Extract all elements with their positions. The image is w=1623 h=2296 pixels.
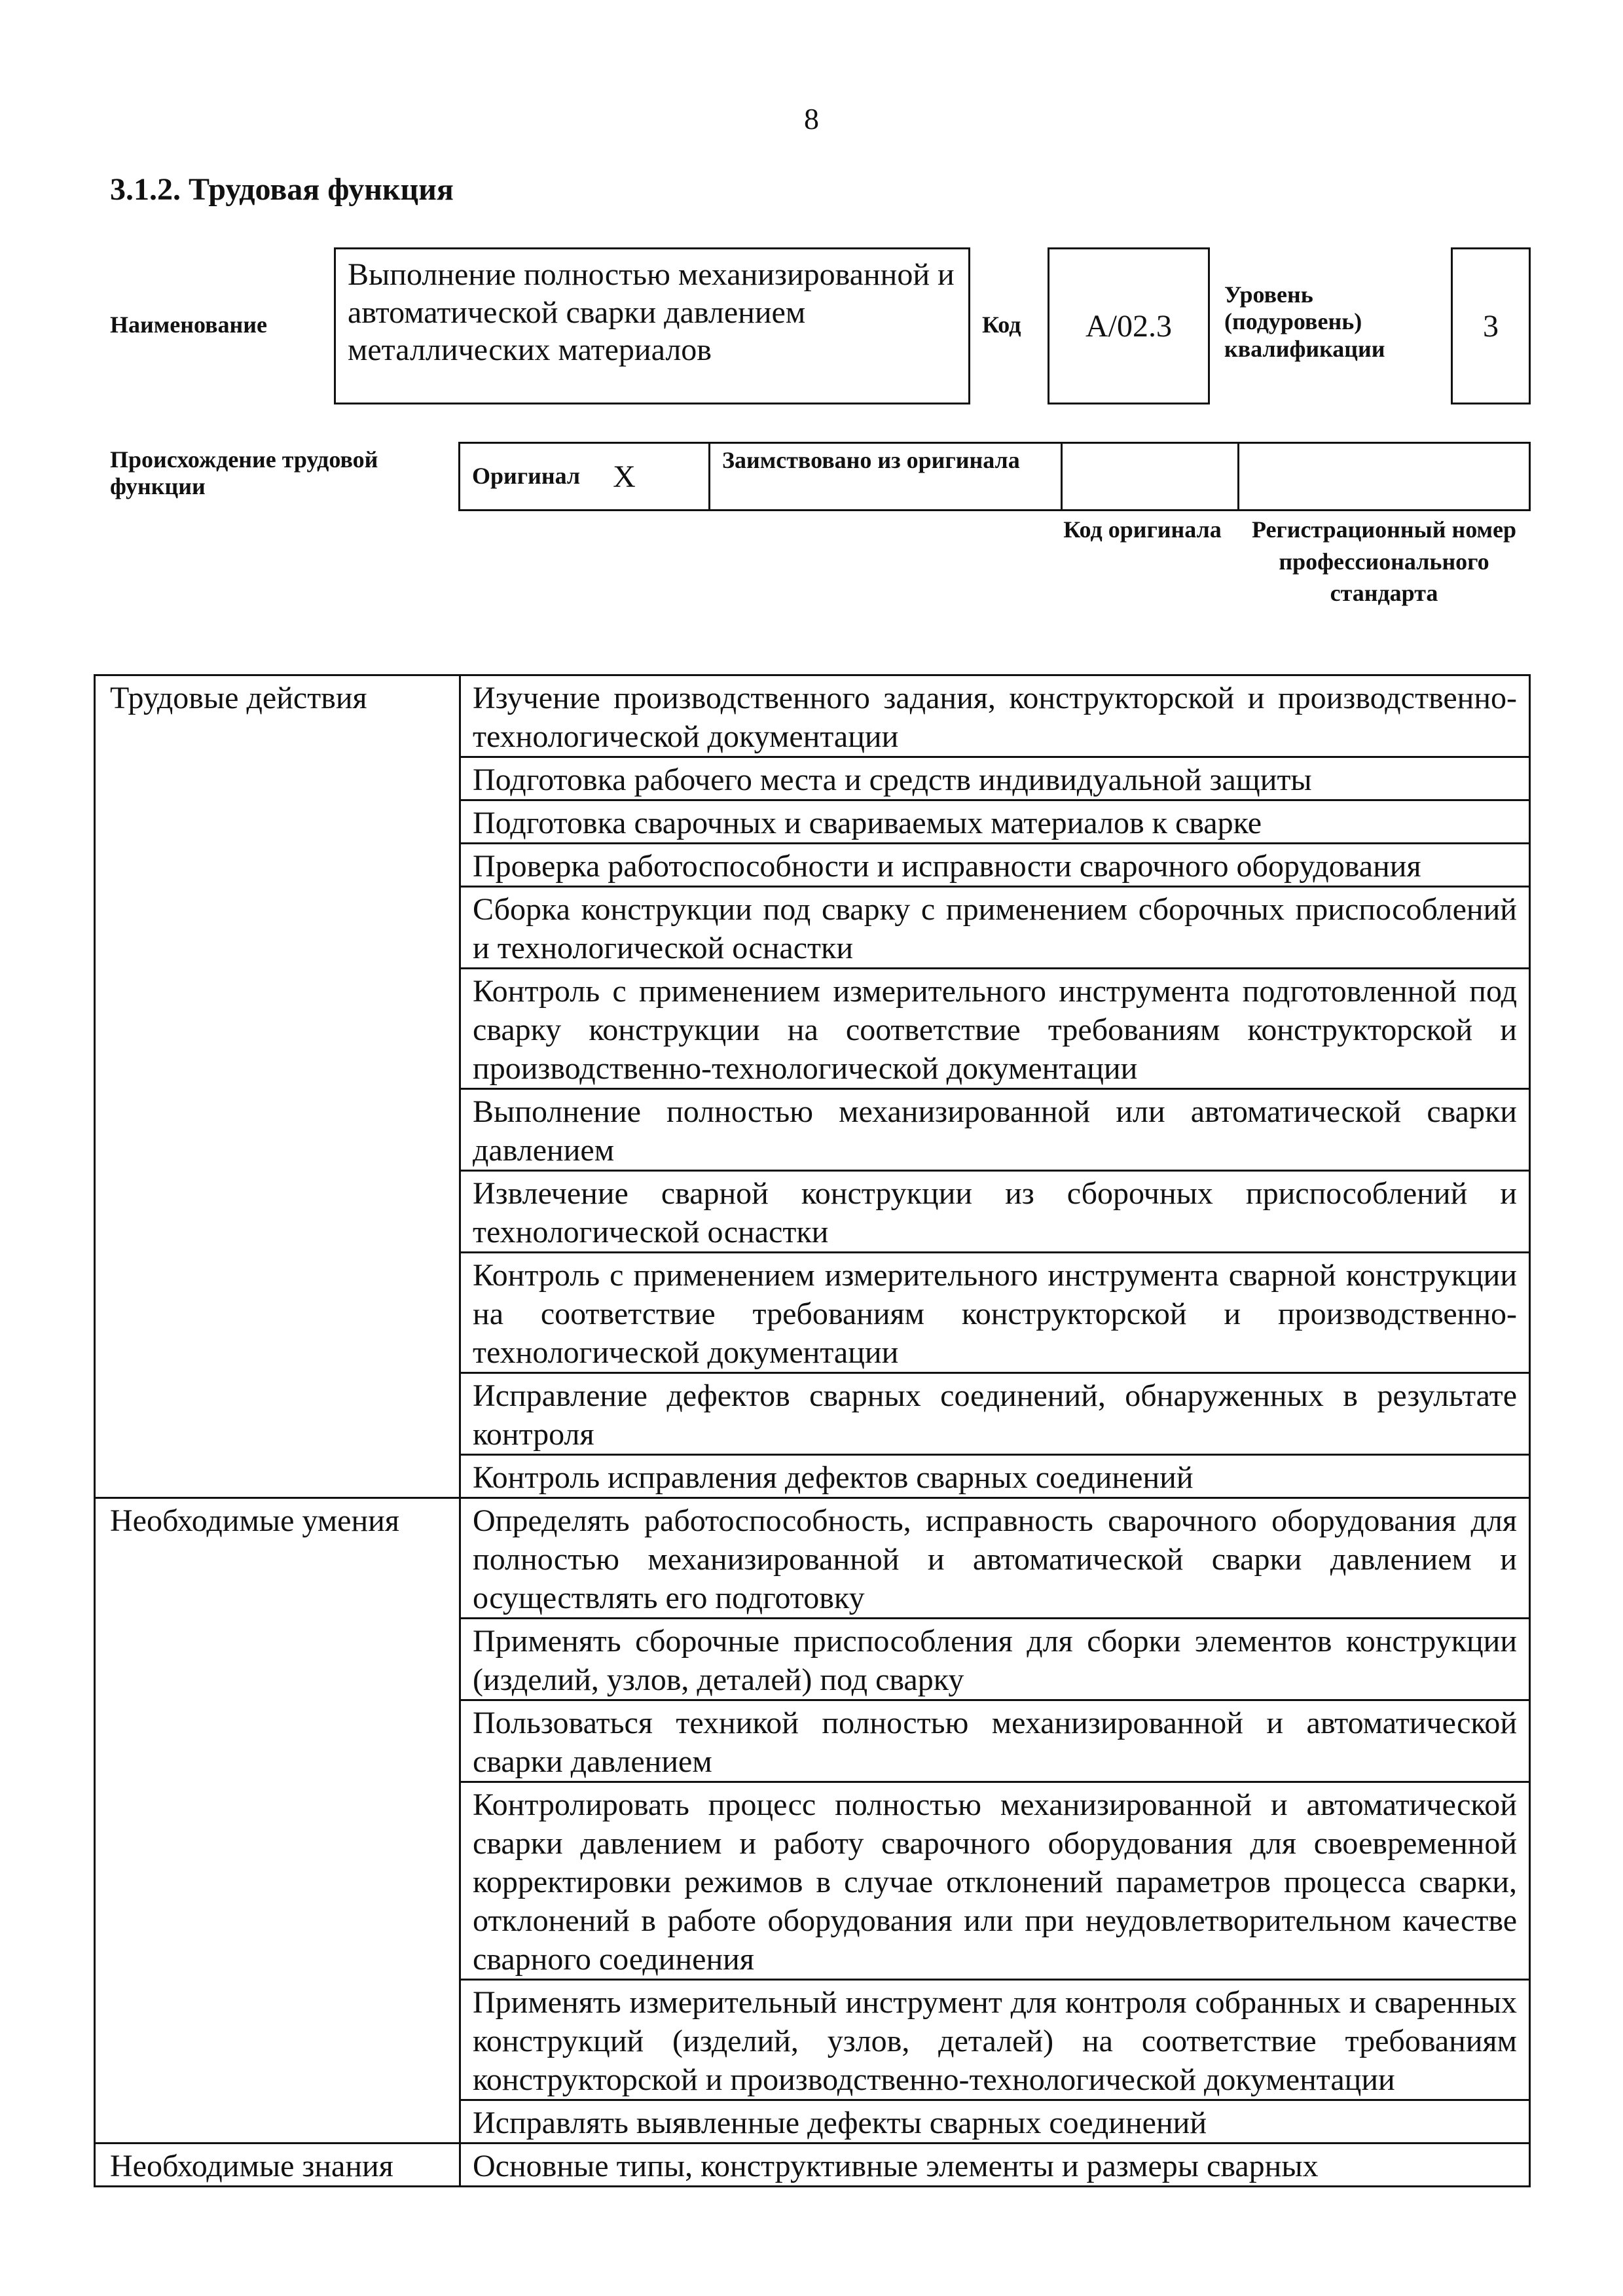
page-number: 8 <box>804 102 819 135</box>
section-item: Исправлять выявленные дефекты сварных соединений <box>460 2100 1530 2144</box>
original-mark: X <box>613 459 636 494</box>
section-heading: Необходимые умения <box>95 1498 460 2144</box>
original-label: Оригинал <box>472 463 581 490</box>
section-item: Выполнение полностью механизированной или автоматической сварки давлением <box>460 1089 1530 1171</box>
section-item: Изучение производственного задания, конструкторской и производственно-технологической документации <box>460 675 1530 757</box>
code-original-caption: Код оригинала <box>1063 516 1222 543</box>
qualification-level: 3 <box>1451 247 1531 404</box>
level-label: Уровень (подуровень) квалификации <box>1224 281 1385 362</box>
section-item: Применять измерительный инструмент для контроля собранных и сваренных конструкций (изделий, узлов, деталей) на соответствие требованиям конструкторской и производственно-технологической документации <box>460 1980 1530 2100</box>
section-title: 3.1.2. Трудовая функция <box>110 172 454 207</box>
section-item: Исправление дефектов сварных соединений, обнаруженных в результате контроля <box>460 1373 1530 1455</box>
borrowed-label: Заимствовано из оригинала <box>722 447 1020 473</box>
section-item: Подготовка сварочных и свариваемых материалов к сварке <box>460 800 1530 844</box>
section-item: Применять сборочные приспособления для сборки элементов конструкции (изделий, узлов, деталей) под сварку <box>460 1619 1530 1700</box>
section-item: Подготовка рабочего места и средств индивидуальной защиты <box>460 757 1530 800</box>
origin-code-cell <box>1063 444 1239 509</box>
section-item: Основные типы, конструктивные элементы и размеры сварных <box>460 2144 1530 2187</box>
section-item: Определять работоспособность, исправность сварочного оборудования для полностью механизированной и автоматической сварки давлением и осуществлять его подготовку <box>460 1498 1530 1619</box>
function-code: A/02.3 <box>1048 247 1210 404</box>
table-row <box>95 675 1530 757</box>
origin-original-cell <box>460 444 710 509</box>
section-item: Контроль с применением измерительного инструмента подготовленной под сварку конструкции на соответствие требованиям конструкторской и производственно-технологической документации <box>460 969 1530 1089</box>
section-item: Сборка конструкции под сварку с применением сборочных приспособлений и технологической оснастки <box>460 887 1530 969</box>
section-heading: Необходимые знания <box>95 2144 460 2187</box>
table-row <box>95 2144 1530 2187</box>
function-name: Выполнение полностью механизированной и автоматической сварки давлением металлических материалов <box>334 247 970 404</box>
section-item: Пользоваться техникой полностью механизированной и автоматической сварки давлением <box>460 1700 1530 1782</box>
section-item: Контроль с применением измерительного инструмента сварной конструкции на соответствие требованиям конструкторской и производственно-технологической документации <box>460 1253 1530 1373</box>
section-item: Проверка работоспособности и исправности сварочного оборудования <box>460 844 1530 887</box>
main-table <box>94 674 1531 2187</box>
code-label: Код <box>982 312 1021 338</box>
name-label: Наименование <box>110 312 267 338</box>
section-item: Контроль исправления дефектов сварных соединений <box>460 1455 1530 1498</box>
section-heading: Трудовые действия <box>95 675 460 1498</box>
section-item: Контролировать процесс полностью механизированной и автоматической сварки давлением и работу сварочного оборудования для своевременной корректировки режимов в случае отклонений параметров процесса сварки, отклонений в работе оборудования или при неудовлетворительном качестве сварного соединения <box>460 1782 1530 1980</box>
origin-reg-cell <box>1239 444 1529 509</box>
origin-borrowed-cell <box>710 444 1063 509</box>
section-item: Извлечение сварной конструкции из сборочных приспособлений и технологической оснастки <box>460 1171 1530 1253</box>
table-row <box>95 1498 1530 1619</box>
origin-label: Происхождение трудовой функции <box>110 446 378 500</box>
reg-number-caption: Регистрационный номер профессионального стандарта <box>1251 516 1517 607</box>
origin-table <box>458 442 1531 511</box>
